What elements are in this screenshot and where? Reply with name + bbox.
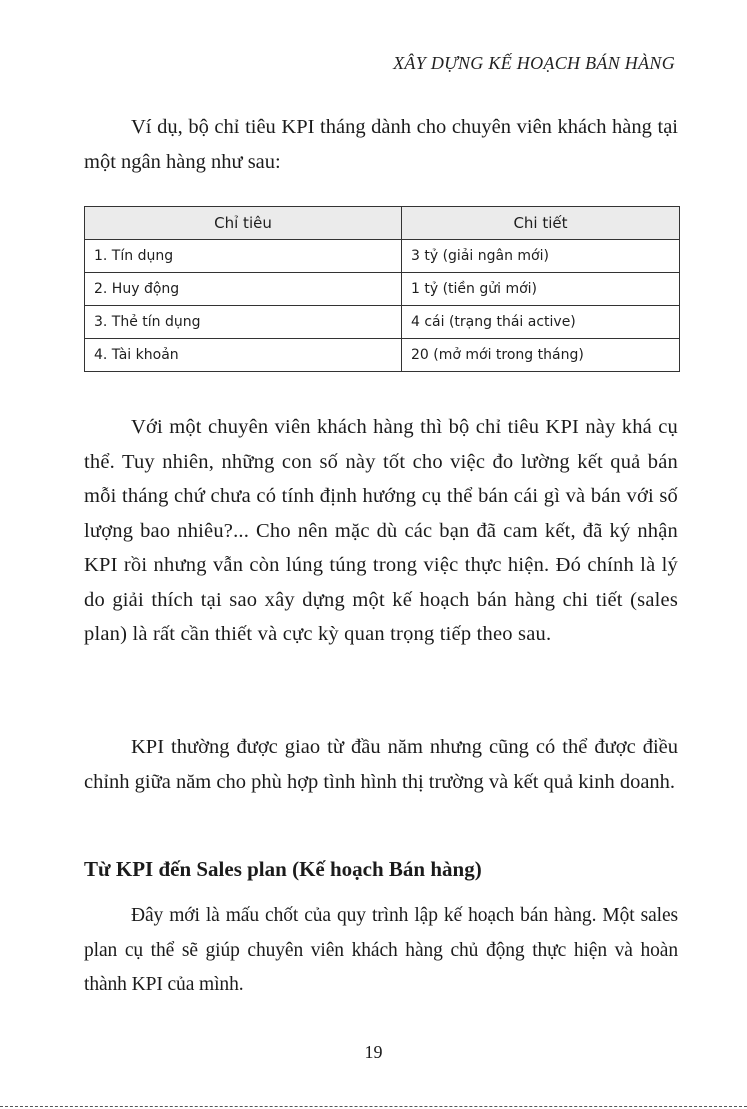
intro-paragraph: Ví dụ, bộ chỉ tiêu KPI tháng dành cho chuyên viên khách hàng tại một ngân hàng như sau: <box>84 116 678 173</box>
table-cell: 3 tỷ (giải ngân mới) <box>402 240 680 273</box>
page-number: 19 <box>364 1042 383 1062</box>
section-heading: Từ KPI đến Sales plan (Kế hoạch Bán hàng) <box>84 857 482 881</box>
table-header-row <box>85 207 680 240</box>
table-cell: 2. Huy động <box>85 273 402 306</box>
body-paragraph: Đây mới là mấu chốt của quy trình lập kế hoạch bán hàng. Một sales plan cụ thể sẽ giúp chuyên viên khách hàng chủ động thực hiện và hoàn thành KPI của mình. <box>84 905 678 995</box>
table-cell: 1 tỷ (tiền gửi mới) <box>402 273 680 306</box>
body-paragraph: KPI thường được giao từ đầu năm nhưng cũng có thể được điều chỉnh giữa năm cho phù hợp tình hình thị trường và kết quả kinh doanh. <box>84 736 678 793</box>
table-cell: 4 cái (trạng thái active) <box>402 306 680 339</box>
table-row <box>85 339 680 372</box>
page-bottom-edge <box>0 1106 747 1107</box>
table-cell: 3. Thẻ tín dụng <box>85 306 402 339</box>
table-cell: 20 (mở mới trong tháng) <box>402 339 680 372</box>
table-row <box>85 240 680 273</box>
table-row <box>85 306 680 339</box>
running-header: XÂY DỰNG KẾ HOẠCH BÁN HÀNG <box>393 53 675 73</box>
table-cell: 1. Tín dụng <box>85 240 402 273</box>
table-header-cell: Chỉ tiêu <box>85 207 402 240</box>
table-row <box>85 273 680 306</box>
table-header-cell: Chi tiết <box>402 207 680 240</box>
kpi-table <box>84 206 680 372</box>
body-paragraph: Với một chuyên viên khách hàng thì bộ chỉ tiêu KPI này khá cụ thể. Tuy nhiên, những con số này tốt cho việc đo lường kết quả bán mỗi tháng chứ chưa có tính định hướng cụ thể bán cái gì và bán với số lượng bao nhiêu?... Cho nên mặc dù các bạn đã cam kết, đã ký nhận KPI rồi nhưng vẫn còn lúng túng trong việc thực hiện. Đó chính là lý do giải thích tại sao xây dựng một kế hoạch bán hàng chi tiết (sales plan) là rất cần thiết và cực kỳ quan trọng tiếp theo sau. <box>84 416 678 645</box>
table-cell: 4. Tài khoản <box>85 339 402 372</box>
